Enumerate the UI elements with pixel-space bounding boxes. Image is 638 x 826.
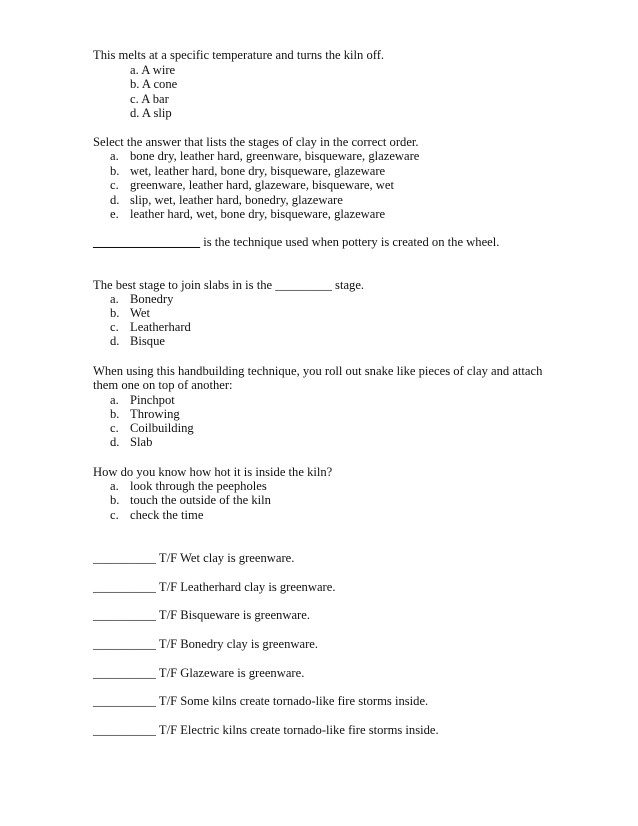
option-text: check the time [130, 508, 204, 522]
option-text: Leatherhard [130, 320, 191, 334]
question-2-option-e [0, 207, 638, 222]
option-text: slip, wet, leather hard, bonedry, glazeware [130, 193, 343, 207]
option-label: b. [110, 164, 120, 178]
question-2-option-a [0, 149, 638, 164]
question-5-stem-line-1: When using this handbuilding technique, you roll out snake like pieces of clay and attach [93, 364, 543, 378]
question-2-option-c [0, 178, 638, 193]
question-4-option-c [0, 320, 638, 335]
option-label: d. [110, 193, 120, 207]
tf-item-7: __________ T/F Electric kilns create tornado-like fire storms inside. [93, 723, 439, 737]
option-label: a. [110, 292, 119, 306]
option-text: look through the peepholes [130, 479, 267, 493]
tf-item-1: __________ T/F Wet clay is greenware. [93, 551, 295, 565]
question-3 [93, 235, 499, 250]
option-text: leather hard, wet, bone dry, bisqueware, glazeware [130, 207, 386, 221]
question-4-option-b [0, 306, 638, 321]
option-label: d. [110, 435, 120, 449]
tf-item-5: __________ T/F Glazeware is greenware. [93, 666, 305, 680]
option-label: b. [110, 493, 120, 507]
option-text: Bisque [130, 334, 165, 348]
tf-item-4: __________ T/F Bonedry clay is greenware. [93, 637, 319, 651]
option-label: c. [110, 421, 119, 435]
option-label: d. [110, 334, 120, 348]
question-5-option-a [0, 393, 638, 408]
question-5-option-c [0, 421, 638, 436]
question-1-stem: This melts at a specific temperature and turns the kiln off. [93, 48, 385, 62]
question-6-option-a [0, 479, 638, 494]
option-text: touch the outside of the kiln [130, 493, 271, 507]
tf-item-2: __________ T/F Leatherhard clay is greenware. [93, 580, 336, 594]
question-2-option-b [0, 164, 638, 179]
option-label: a. [110, 393, 119, 407]
option-label: a. [110, 479, 119, 493]
question-6-option-c [0, 508, 638, 523]
question-2-stem: Select the answer that lists the stages of clay in the correct order. [93, 135, 419, 149]
option-text: Wet [130, 306, 150, 320]
question-4-option-d [0, 334, 638, 349]
question-1-option-b: b. A cone [130, 77, 178, 91]
option-label: c. [110, 178, 119, 192]
option-text: greenware, leather hard, glazeware, bisqueware, wet [130, 178, 394, 192]
option-text: wet, leather hard, bone dry, bisqueware, glazeware [130, 164, 386, 178]
question-1-option-d: d. A slip [130, 106, 172, 120]
tf-item-6: __________ T/F Some kilns create tornado-like fire storms inside. [93, 694, 429, 708]
option-label: c. [110, 508, 119, 522]
tf-item-3: __________ T/F Bisqueware is greenware. [93, 608, 310, 622]
option-text: Coilbuilding [130, 421, 194, 435]
question-6-stem: How do you know how hot it is inside the kiln? [93, 465, 333, 479]
option-label: b. [110, 306, 120, 320]
question-5-option-d [0, 435, 638, 450]
question-2-option-d [0, 193, 638, 208]
option-text: Slab [130, 435, 153, 449]
option-label: c. [110, 320, 119, 334]
question-4-stem: The best stage to join slabs in is the _________ stage. [93, 278, 365, 292]
question-1-option-a: a. A wire [130, 63, 176, 77]
question-1-option-c: c. A bar [130, 92, 169, 106]
question-3-text: is the technique used when pottery is created on the wheel. [200, 235, 500, 249]
option-label: a. [110, 149, 119, 163]
option-label: e. [110, 207, 119, 221]
option-text: Throwing [130, 407, 180, 421]
question-5-option-b [0, 407, 638, 422]
option-text: Pinchpot [130, 393, 175, 407]
question-5-stem-line-2: them one on top of another: [93, 378, 233, 392]
question-6-option-b [0, 493, 638, 508]
option-text: bone dry, leather hard, greenware, bisqueware, glazeware [130, 149, 420, 163]
question-4-option-a [0, 292, 638, 307]
option-text: Bonedry [130, 292, 174, 306]
option-label: b. [110, 407, 120, 421]
answer-blank: _________________ [93, 235, 201, 249]
